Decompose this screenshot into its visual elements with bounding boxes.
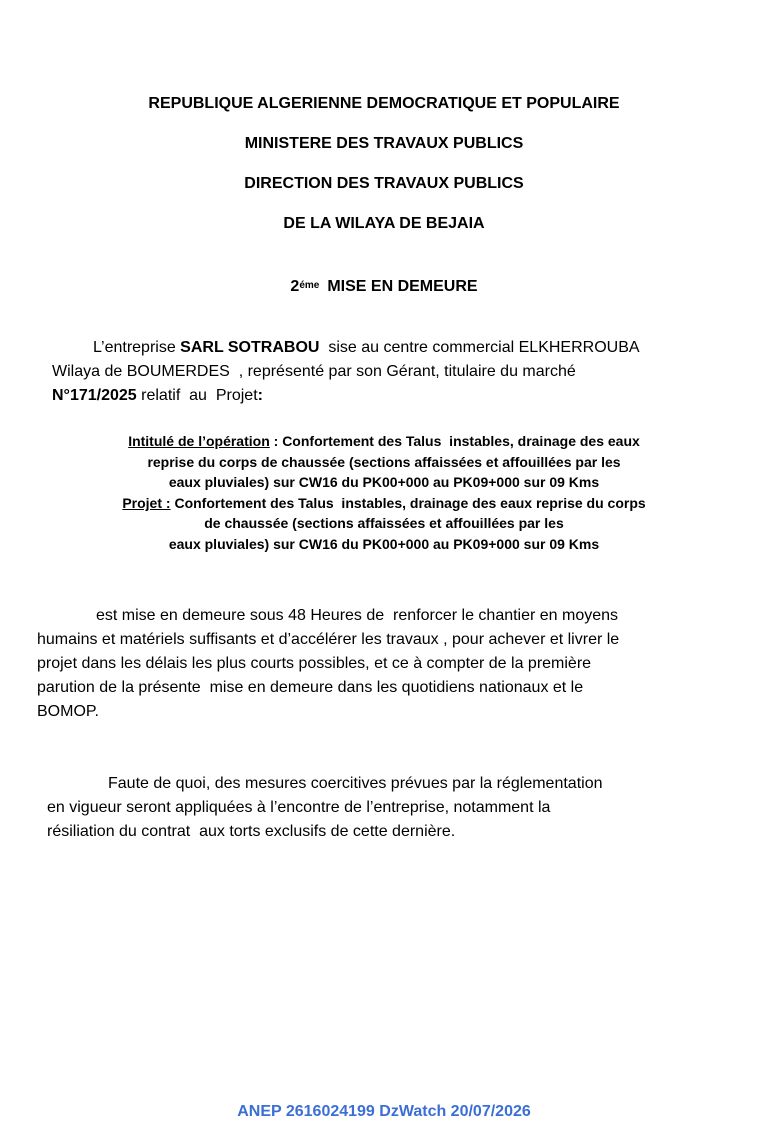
closing-line-1: Faute de quoi, des mesures coercitives prévues par la réglementation <box>108 775 603 792</box>
operation-label: Intitulé de l’opération <box>128 433 270 449</box>
footer-reference: ANEP 2616024199 DzWatch 20/07/2026 <box>237 1103 531 1120</box>
project-line-2: de chaussée (sections affaissées et affouillées par les <box>204 515 564 531</box>
operation-line-3: eaux pluviales) sur CW16 du PK00+000 au PK09+000 sur 09 Kms <box>168 474 600 490</box>
company-name: SARL SOTRABOU <box>180 339 320 356</box>
body-line-1: est mise en demeure sous 48 Heures de renforcer le chantier en moyens <box>96 607 619 624</box>
intro-colon: : <box>257 387 263 404</box>
intro-line-1 <box>93 336 640 360</box>
project-text-1: Confortement des Talus instables, drainage des eaux reprise du corps <box>170 495 646 511</box>
header-direction: DIRECTION DES TRAVAUX PUBLICS <box>244 175 524 192</box>
intro-relatif: relatif au Projet <box>136 387 258 404</box>
intro-line-3 <box>52 384 263 408</box>
closing-line-2: en vigueur seront appliquées à l’encontre de l’entreprise, notamment la <box>47 799 551 816</box>
intro-prefix: L’entreprise <box>93 339 181 356</box>
body-line-5: BOMOP. <box>37 703 99 720</box>
operation-line-1 <box>0 431 768 452</box>
operation-line-2: reprise du corps de chaussée (sections affaissées et affouillées par les <box>147 454 621 470</box>
project-label: Projet : <box>122 495 171 511</box>
header-wilaya: DE LA WILAYA DE BEJAIA <box>283 215 485 232</box>
intro-address: sise au centre commercial ELKHERROUBA <box>319 339 640 356</box>
project-line-1 <box>0 493 768 514</box>
body-line-4: parution de la présente mise en demeure dans les quotidiens nationaux et le <box>37 679 584 696</box>
closing-line-3: résiliation du contrat aux torts exclusifs de cette dernière. <box>47 823 456 840</box>
title-text: MISE EN DEMEURE <box>327 278 478 295</box>
intro-line-2: Wilaya de BOUMERDES , représenté par son Gérant, titulaire du marché <box>52 363 576 380</box>
operation-text-1: : Confortement des Talus instables, drainage des eaux <box>269 433 640 449</box>
header-republic: REPUBLIQUE ALGERIENNE DEMOCRATIQUE ET POPULAIRE <box>148 95 620 112</box>
document-title <box>0 277 768 299</box>
header-ministry: MINISTERE DES TRAVAUX PUBLICS <box>244 135 524 152</box>
body-line-3: projet dans les délais les plus courts possibles, et ce à compter de la première <box>37 655 592 672</box>
title-superscript: éme <box>299 280 320 291</box>
market-number: N°171/2025 <box>52 387 137 404</box>
project-line-3: eaux pluviales) sur CW16 du PK00+000 au PK09+000 sur 09 Kms <box>168 536 600 552</box>
title-number: 2 <box>290 278 300 295</box>
body-line-2: humains et matériels suffisants et d’accélérer les travaux , pour achever et livrer le <box>37 631 620 648</box>
